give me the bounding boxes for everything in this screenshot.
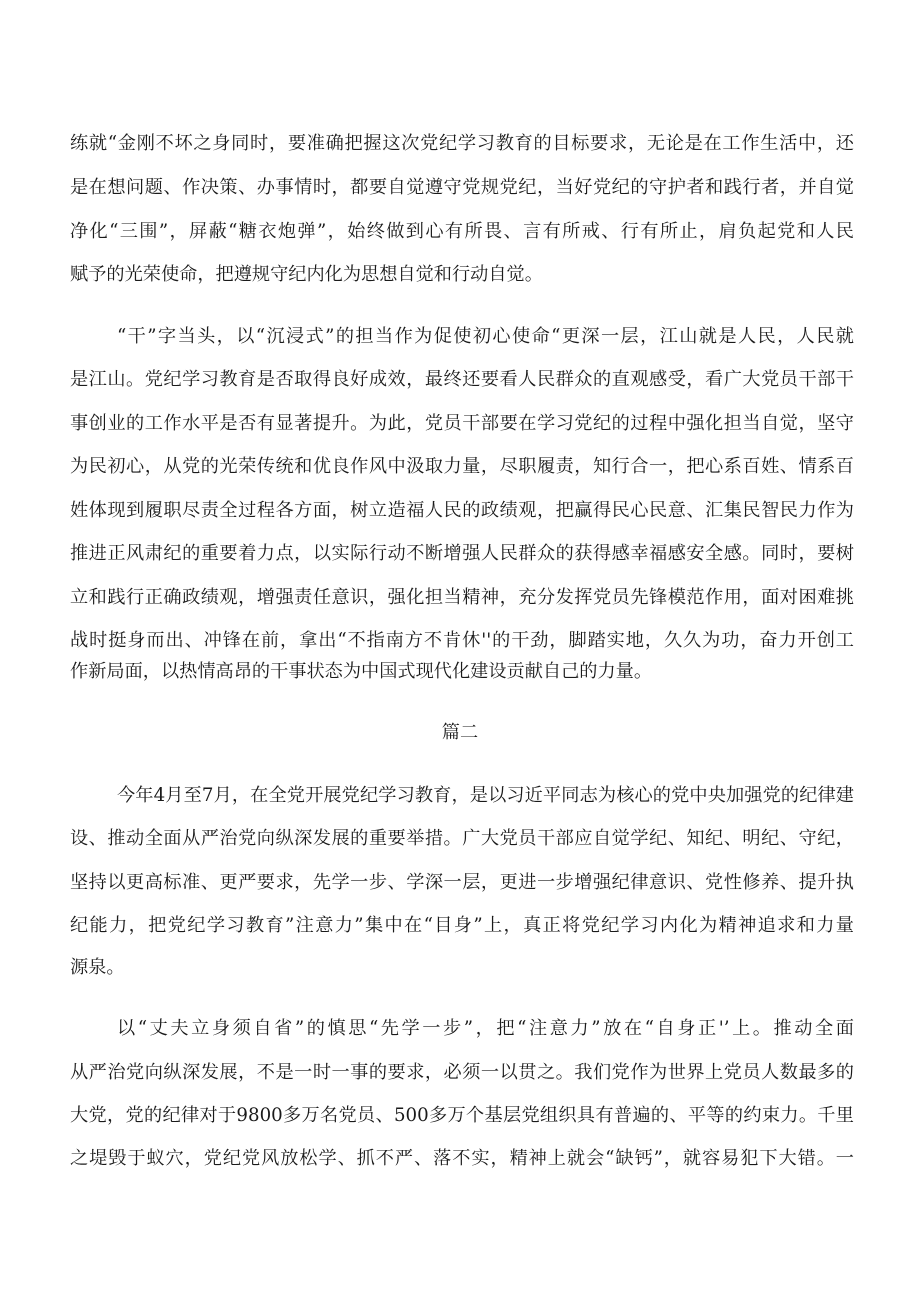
- paragraph-line: 设、推动全面从严治党向纵深发展的重要举措。广大党员干部应自觉学纪、知纪、明纪、守纪，: [70, 828, 854, 849]
- section-heading: 篇二: [441, 722, 479, 743]
- paragraph-line: 坚持以更高标准、更严要求，先学一步、学深一层，更进一步增强纪律意识、党性修养、提升执: [70, 872, 854, 893]
- paragraph-line: “干”字当头，以“沉浸式”的担当作为促使初心使命“更深一层，江山就是人民，人民就: [117, 326, 854, 347]
- paragraph-line: 纪能力，把党纪学习教育”注意力”集中在“目身”上，真正将党纪学习内化为精神追求和力量: [70, 915, 854, 936]
- paragraph-line: 赋予的光荣使命，把遵规守纪内化为思想自觉和行动自觉。: [70, 264, 543, 285]
- paragraph-line: 战时挺身而出、冲锋在前，拿出“不指南方不肯休''的干劲，脚踏实地，久久为功，奋力开创工: [70, 630, 854, 651]
- paragraph-line: 姓体现到履职尽责全过程各方面，树立造福人民的政绩观，把赢得民心民意、汇集民智民力作为: [70, 500, 854, 521]
- paragraph-line: 从严治党向纵深发展，不是一时一事的要求，必须一以贯之。我们党作为世界上党员人数最多的: [70, 1062, 854, 1083]
- paragraph-line: 推进正风肃纪的重要着力点，以实际行动不断增强人民群众的获得感幸福感安全感。同时，要树: [70, 543, 854, 564]
- paragraph-line: 源泉。: [70, 957, 125, 978]
- paragraph-line: 大党，党的纪律对于9800多万名党员、500多万个基层党组织具有普遍的、平等的约束力。千里: [70, 1105, 854, 1126]
- paragraph-line: 之堤毁于蚁穴，党纪党风放松学、抓不严、落不实，精神上就会“缺钙”，就容易犯下大错。一: [70, 1148, 854, 1169]
- paragraph-line: 是在想问题、作决策、办事情时，都要自觉遵守党规党纪，当好党纪的守护者和践行者，并自觉: [70, 177, 854, 198]
- paragraph-line: 作新局面，以热情高昂的干事状态为中国式现代化建设贡献自己的力量。: [70, 661, 653, 682]
- paragraph-line: 是江山。党纪学习教育是否取得良好成效，最终还要看人民群众的直观感受，看广大党员干部干: [70, 369, 854, 390]
- paragraph-line: 立和践行正确政绩观，增强责任意识，强化担当精神，充分发挥党员先锋模范作用，面对困难挑: [70, 587, 854, 608]
- paragraph-line: 练就“金刚不坏之身同时，要准确把握这次党纪学习教育的目标要求，无论是在工作生活中，还: [70, 133, 854, 154]
- paragraph-line: 以“丈夫立身须自省”的慎思“先学一步”，把“注意力”放在“自身正'’上。推动全面: [117, 1018, 854, 1039]
- paragraph-line: 为民初心，从党的光荣传统和优良作风中汲取力量，尽职履责，知行合一，把心系百姓、情系百: [70, 456, 854, 477]
- paragraph-line: 净化“三围”，屏蔽“糖衣炮弹”，始终做到心有所畏、言有所戒、行有所止，肩负起党和人民: [70, 221, 854, 242]
- paragraph-line: 事创业的工作水平是否有显著提升。为此，党员干部要在学习党纪的过程中强化担当自觉，坚守: [70, 413, 854, 434]
- paragraph-line: 今年4月至7月，在全党开展党纪学习教育，是以习近平同志为核心的党中央加强党的纪律建: [117, 785, 854, 806]
